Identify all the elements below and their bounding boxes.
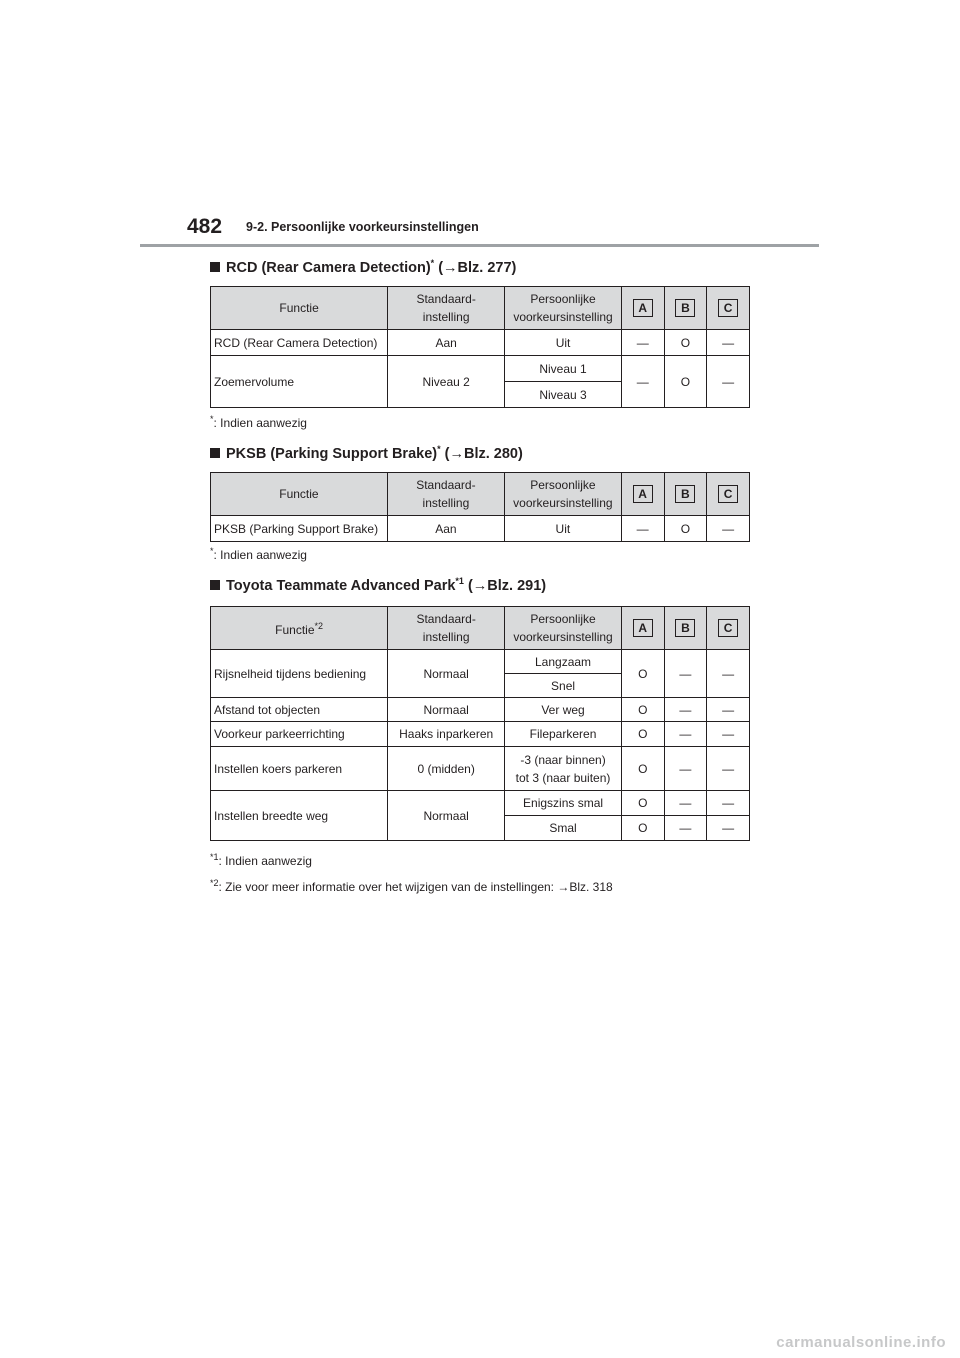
table-row	[211, 330, 750, 356]
cell-persoonlijk: Smal	[505, 816, 622, 841]
cell-c: —	[707, 747, 750, 791]
table-rcd	[210, 286, 750, 408]
cell-functie: Afstand tot objecten	[211, 698, 388, 722]
col-standaard: Standaard- instelling	[388, 607, 505, 650]
cell-a: O	[621, 747, 664, 791]
table-advanced-park	[210, 606, 750, 841]
footnote: $^{*1}$: Indien aanwezig	[210, 852, 312, 868]
cell-persoonlijk: Enigszins smal	[505, 791, 622, 816]
cell-c: —	[707, 650, 750, 698]
page-number: 482	[187, 215, 223, 238]
table-row	[211, 722, 750, 747]
table-row	[211, 747, 750, 791]
footnote: $^{*2}$: Zie voor meer informatie over het wijzigen van de instellingen: →Blz. 318	[210, 878, 613, 894]
col-a: A	[621, 287, 664, 330]
cell-functie: PKSB (Parking Support Brake)	[211, 516, 388, 542]
cell-persoonlijk: Niveau 3	[505, 382, 622, 408]
cell-b: —	[664, 816, 707, 841]
cell-b: —	[664, 791, 707, 816]
cell-b: —	[664, 747, 707, 791]
col-functie: Functie$^{*2}$	[211, 607, 388, 650]
table-row	[211, 791, 750, 816]
cell-standaard: Normaal	[388, 650, 505, 698]
col-persoonlijk: Persoonlijke voorkeursinstelling	[505, 287, 622, 330]
cell-persoonlijk: Ver weg	[505, 698, 622, 722]
cell-persoonlijk: Fileparkeren	[505, 722, 622, 747]
cell-standaard: Niveau 2	[388, 356, 505, 408]
cell-c: —	[707, 516, 750, 542]
col-standaard: Standaard- instelling	[387, 473, 504, 516]
cell-c: —	[707, 791, 750, 816]
cell-b: O	[664, 330, 707, 356]
heading-advanced-park: Toyota Teammate Advanced Park$^{*1}$ (→Blz. 291)	[210, 576, 546, 594]
cell-persoonlijk: Uit	[505, 330, 622, 356]
cell-a: O	[621, 722, 664, 747]
cell-c: —	[707, 356, 750, 408]
cell-persoonlijk: Langzaam	[505, 650, 622, 674]
cell-persoonlijk: -3 (naar binnen) tot 3 (naar buiten)	[505, 747, 622, 791]
table-row	[211, 698, 750, 722]
heading-bullet	[210, 262, 220, 272]
section-title: 9-2. Persoonlijke voorkeursinstellingen	[246, 220, 479, 234]
cell-c: —	[707, 698, 750, 722]
col-b: B	[664, 473, 707, 516]
cell-persoonlijk: Niveau 1	[505, 356, 622, 382]
table-header-row	[211, 287, 750, 330]
col-a: A	[621, 473, 664, 516]
cell-standaard: Normaal	[388, 698, 505, 722]
cell-a: O	[621, 816, 664, 841]
heading-bullet	[210, 448, 220, 458]
cell-a: —	[621, 516, 664, 542]
cell-persoonlijk: Snel	[505, 674, 622, 698]
col-functie: Functie	[211, 473, 388, 516]
cell-standaard: 0 (midden)	[388, 747, 505, 791]
table-pksb	[210, 472, 750, 542]
cell-b: —	[664, 698, 707, 722]
cell-c: —	[707, 330, 750, 356]
header-rule	[140, 244, 819, 247]
cell-a: O	[621, 698, 664, 722]
cell-c: —	[707, 722, 750, 747]
cell-functie: Instellen breedte weg	[211, 791, 388, 841]
cell-a: —	[621, 356, 664, 408]
col-persoonlijk: Persoonlijke voorkeursinstelling	[505, 607, 622, 650]
table-row	[211, 356, 750, 382]
heading-bullet	[210, 580, 220, 590]
col-a: A	[621, 607, 664, 650]
cell-a: —	[621, 330, 664, 356]
table-row	[211, 516, 750, 542]
cell-a: O	[621, 791, 664, 816]
cell-standaard: Normaal	[388, 791, 505, 841]
table-row	[211, 650, 750, 674]
cell-b: —	[664, 722, 707, 747]
cell-functie: Voorkeur parkeerrichting	[211, 722, 388, 747]
footnote: *: Indien aanwezig	[210, 546, 307, 562]
cell-standaard: Aan	[387, 516, 504, 542]
cell-standaard: Aan	[388, 330, 505, 356]
cell-functie: Instellen koers parkeren	[211, 747, 388, 791]
cell-persoonlijk: Uit	[504, 516, 621, 542]
col-c: C	[707, 287, 750, 330]
cell-functie: Zoemervolume	[211, 356, 388, 408]
table-header-row	[211, 473, 750, 516]
col-persoonlijk: Persoonlijke voorkeursinstelling	[504, 473, 621, 516]
cell-functie: Rijsnelheid tijdens bediening	[211, 650, 388, 698]
cell-b: O	[664, 516, 707, 542]
cell-standaard: Haaks inparkeren	[388, 722, 505, 747]
cell-a: O	[621, 650, 664, 698]
cell-b: O	[664, 356, 707, 408]
cell-b: —	[664, 650, 707, 698]
col-c: C	[707, 607, 750, 650]
cell-c: —	[707, 816, 750, 841]
heading-pksb: PKSB (Parking Support Brake)* (→Blz. 280)	[210, 444, 523, 462]
col-functie: Functie	[211, 287, 388, 330]
watermark: carmanualsonline.info	[776, 1334, 946, 1351]
heading-rcd: RCD (Rear Camera Detection)* (→Blz. 277)	[210, 258, 516, 276]
table-header-row	[211, 607, 750, 650]
col-b: B	[664, 607, 707, 650]
col-c: C	[707, 473, 750, 516]
footnote: *: Indien aanwezig	[210, 414, 307, 430]
col-b: B	[664, 287, 707, 330]
col-standaard: Standaard- instelling	[388, 287, 505, 330]
cell-functie: RCD (Rear Camera Detection)	[211, 330, 388, 356]
